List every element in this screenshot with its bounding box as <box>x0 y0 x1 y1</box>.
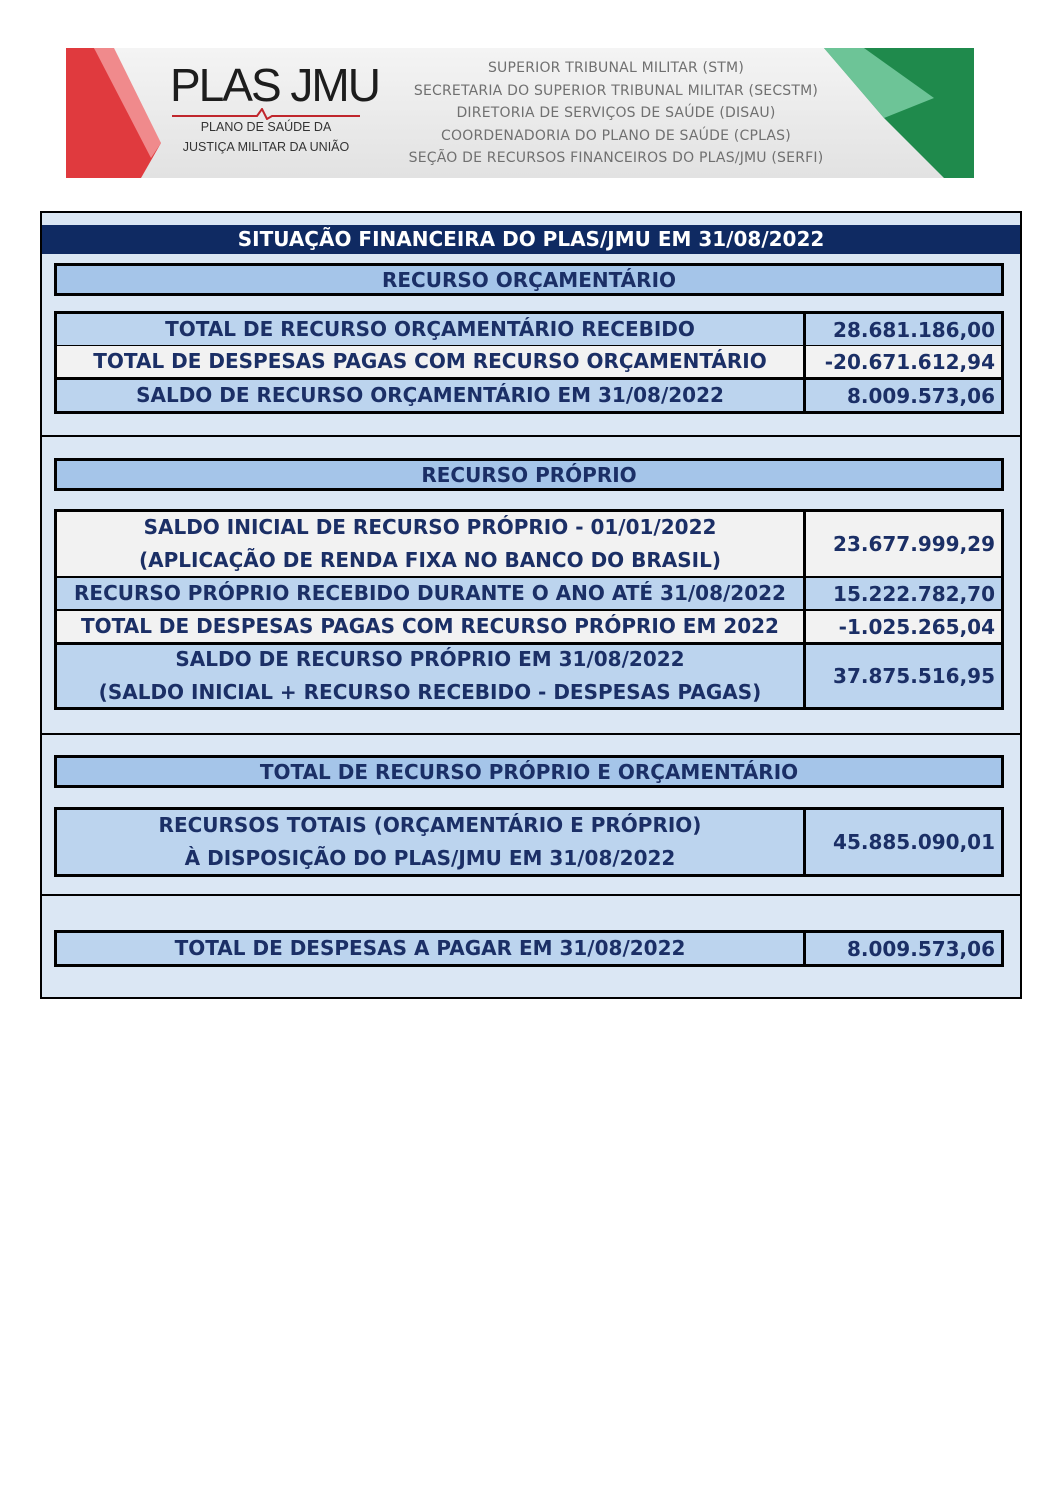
logo-wordmark: PLAS JMU <box>170 59 379 111</box>
org-line: SECRETARIA DO SUPERIOR TRIBUNAL MILITAR (SECSTM) <box>413 82 819 99</box>
table-row <box>57 346 1001 377</box>
row-label-line: SALDO DE RECURSO PRÓPRIO EM 31/08/2022 <box>175 647 685 671</box>
row-label-line: SALDO INICIAL DE RECURSO PRÓPRIO - 01/01/2022 <box>143 515 717 539</box>
financial-report-panel <box>40 211 1022 999</box>
row-value: -1.025.265,04 <box>806 611 1001 642</box>
organization-lines <box>366 57 866 170</box>
table-row <box>57 380 1001 411</box>
org-line: SUPERIOR TRIBUNAL MILITAR (STM) <box>487 60 745 76</box>
section-divider <box>42 435 1020 437</box>
plas-jmu-logo <box>166 58 379 168</box>
table-row <box>57 314 1001 345</box>
row-value: 23.677.999,29 <box>806 512 1001 576</box>
section-divider <box>42 733 1020 735</box>
table-row <box>57 645 1001 707</box>
row-value: 8.009.573,06 <box>806 380 1001 411</box>
logo-subtitle-1: PLANO DE SAÚDE DA <box>200 120 332 134</box>
table-orcamentario <box>54 311 1004 414</box>
row-label: TOTAL DE DESPESAS PAGAS COM RECURSO PRÓPRIO EM 2022 <box>57 611 803 642</box>
row-value: 8.009.573,06 <box>806 933 1001 964</box>
row-label-line: (APLICAÇÃO DE RENDA FIXA NO BANCO DO BRASIL) <box>138 548 721 572</box>
table-row <box>57 810 1001 874</box>
section-heading-total: TOTAL DE RECURSO PRÓPRIO E ORÇAMENTÁRIO <box>54 755 1004 788</box>
table-row <box>57 578 1001 609</box>
row-label-line: À DISPOSIÇÃO DO PLAS/JMU EM 31/08/2022 <box>184 846 676 870</box>
row-value: -20.671.612,94 <box>806 346 1001 377</box>
table-row <box>57 933 1001 964</box>
section-heading-proprio: RECURSO PRÓPRIO <box>54 458 1004 491</box>
header-banner <box>66 48 974 178</box>
report-title: SITUAÇÃO FINANCEIRA DO PLAS/JMU EM 31/08/2022 <box>42 225 1020 254</box>
row-label: RECURSO PRÓPRIO RECEBIDO DURANTE O ANO ATÉ 31/08/2022 <box>57 578 803 609</box>
red-ribbon-shape <box>66 48 176 178</box>
row-label <box>57 512 803 576</box>
table-a-pagar <box>54 930 1004 967</box>
row-label <box>57 810 803 874</box>
row-label-line: RECURSOS TOTAIS (ORÇAMENTÁRIO E PRÓPRIO) <box>158 813 702 837</box>
row-value: 45.885.090,01 <box>806 810 1001 874</box>
org-line: DIRETORIA DE SERVIÇOS DE SAÚDE (DISAU) <box>456 105 776 122</box>
table-row <box>57 512 1001 576</box>
logo-subtitle-2: JUSTIÇA MILITAR DA UNIÃO <box>182 140 350 154</box>
section-divider <box>42 894 1020 896</box>
table-total <box>54 807 1004 877</box>
section-heading-orcamentario: RECURSO ORÇAMENTÁRIO <box>54 263 1004 296</box>
row-label: TOTAL DE RECURSO ORÇAMENTÁRIO RECEBIDO <box>57 314 803 345</box>
row-value: 28.681.186,00 <box>806 314 1001 345</box>
row-value: 37.875.516,95 <box>806 645 1001 707</box>
org-line: SEÇÃO DE RECURSOS FINANCEIROS DO PLAS/JMU (SERFI) <box>408 150 824 167</box>
row-label-line: (SALDO INICIAL + RECURSO RECEBIDO - DESPESAS PAGAS) <box>98 680 762 704</box>
row-label: TOTAL DE DESPESAS PAGAS COM RECURSO ORÇAMENTÁRIO <box>57 346 803 377</box>
row-label <box>57 645 803 707</box>
table-proprio <box>54 509 1004 710</box>
table-row <box>57 611 1001 642</box>
org-line: COORDENADORIA DO PLANO DE SAÚDE (CPLAS) <box>441 127 791 144</box>
row-label: SALDO DE RECURSO ORÇAMENTÁRIO EM 31/08/2022 <box>57 380 803 411</box>
row-value: 15.222.782,70 <box>806 578 1001 609</box>
row-label: TOTAL DE DESPESAS A PAGAR EM 31/08/2022 <box>57 933 803 964</box>
